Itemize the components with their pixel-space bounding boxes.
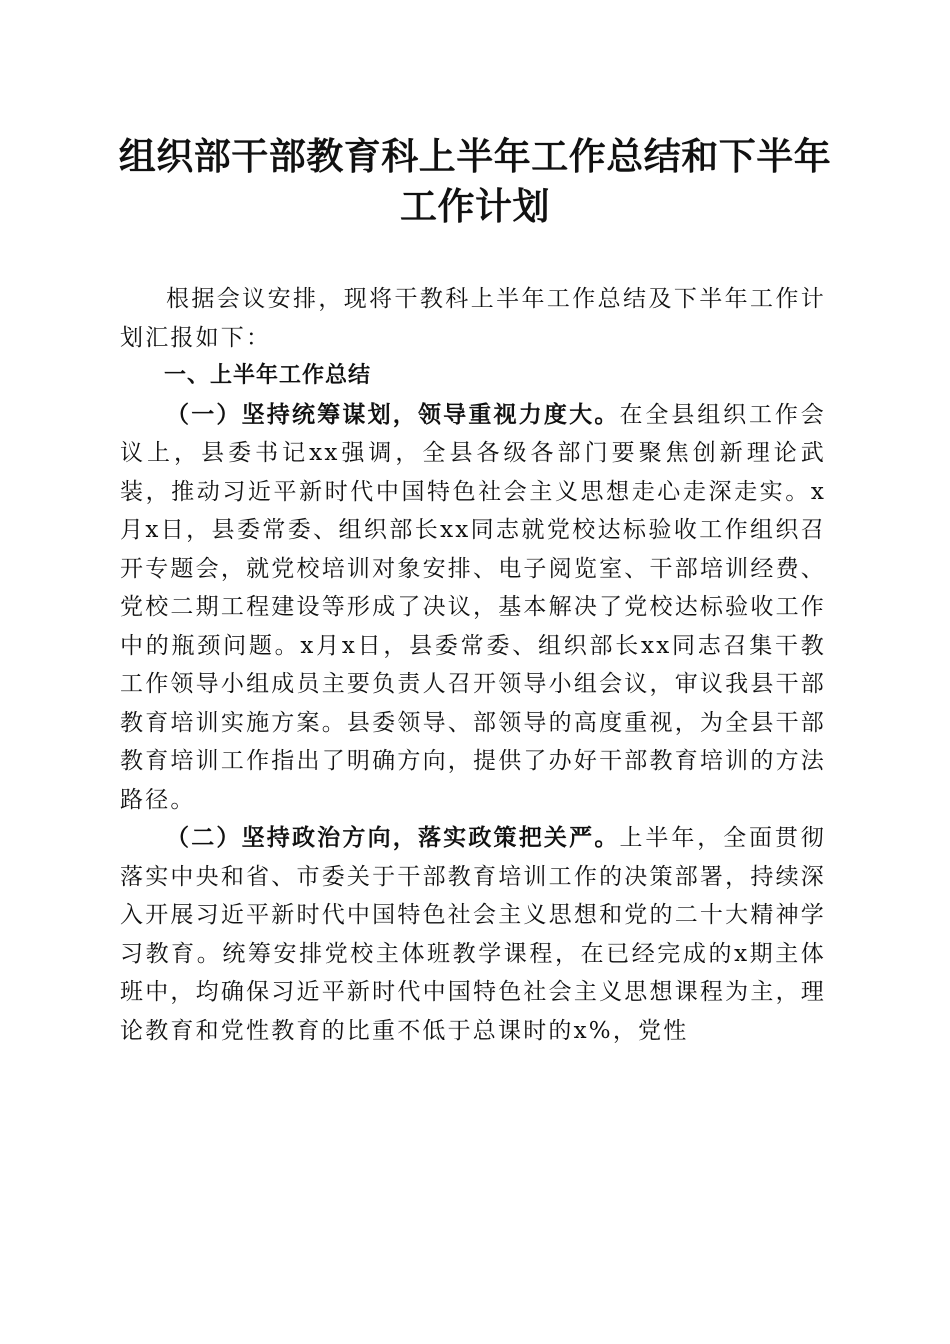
paragraph-item-1 (120, 396, 826, 820)
item-1-lead: （一）坚持统筹谋划，领导重视力度大。 (166, 401, 620, 428)
document-body (120, 280, 826, 1050)
intro-paragraph: 根据会议安排，现将干教科上半年工作总结及下半年工作计划汇报如下： (120, 286, 826, 351)
item-2-lead: （二）坚持政治方向，落实政策把关严。 (166, 825, 620, 851)
document-title: 组织部干部教育科上半年工作总结和下半年工作计划 (118, 135, 832, 228)
item-1-text: 在全县组织工作会议上，县委书记xx强调，全县各级各部门要聚焦创新理论武装，推动习近平新时代中国特色社会主义思想走心走深走实。x月x日，县委常委、组织部长xx同志就党校达标验收工作组织召开专题会，就党校培训对象安排、电子阅览室、干部培训经费、党校二期工程建设等形成了决议，基本解决了党校达标验收工作中的瓶颈问题。x月x日，县委常委、组织部长xx同志召集干教工作领导小组成员主要负责人召开领导小组会议，审议我县干部教育培训实施方案。县委领导、部领导的高度重视，为全县干部教育培训工作指出了明确方向，提供了办好干部教育培训的方法路径。 (120, 401, 827, 813)
section-heading: 一、上半年工作总结 (164, 363, 372, 388)
item-2-text: 上半年，全面贯彻落实中央和省、市委关于干部教育培训工作的决策部署，持续深入开展习近平新时代中国特色社会主义思想和党的二十大精神学习教育。统筹安排党校主体班教学课程，在已经完成的x期主体班中，均确保习近平新时代中国特色社会主义思想课程为主，理论教育和党性教育的比重不低于总课时的x%，党性 (120, 825, 827, 1044)
paragraph-item-2 (120, 819, 826, 1050)
